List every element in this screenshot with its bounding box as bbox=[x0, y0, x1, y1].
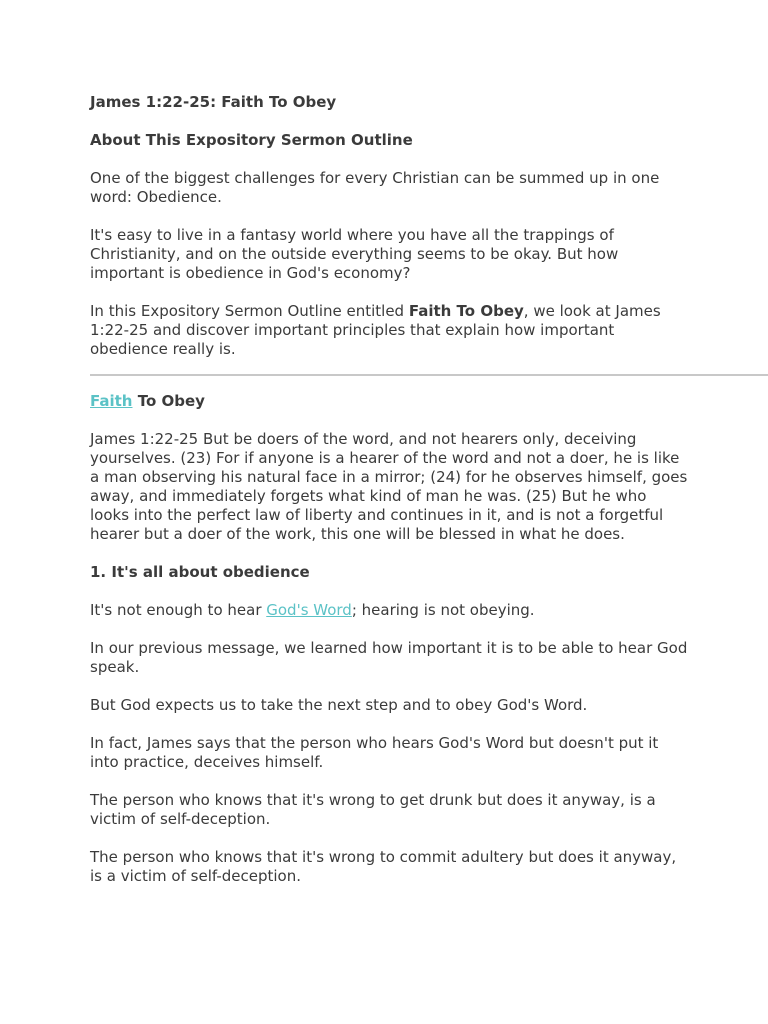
section-divider bbox=[90, 374, 768, 376]
section-heading bbox=[90, 392, 690, 411]
gods-word-link[interactable]: God's Word bbox=[266, 601, 352, 619]
point-1-paragraph-4: In fact, James says that the person who hears God's Word but doesn't put it into practice, deceives himself. bbox=[90, 734, 659, 771]
point-1-paragraph-2: In our previous message, we learned how important it is to be able to hear God speak. bbox=[90, 639, 688, 676]
intro-paragraph-1: One of the biggest challenges for every Christian can be summed up in one word: Obedience. bbox=[90, 169, 660, 206]
p1-text-after: ; hearing is not obeying. bbox=[351, 601, 535, 619]
document-intro bbox=[90, 93, 690, 359]
intro-paragraph-3 bbox=[90, 302, 690, 359]
point-1-paragraph-5: The person who knows that it's wrong to get drunk but does it anyway, is a victim of self-deception. bbox=[90, 791, 656, 828]
intro-paragraph-2: It's easy to live in a fantasy world where you have all the trappings of Christianity, and on the outside everything seems to be okay. But how important is obedience in God's economy? bbox=[90, 226, 619, 282]
intro-p3-text-before: In this Expository Sermon Outline entitled bbox=[90, 302, 409, 320]
about-heading: About This Expository Sermon Outline bbox=[90, 131, 413, 149]
p1-text-before: It's not enough to hear bbox=[90, 601, 267, 619]
point-1-heading: 1. It's all about obedience bbox=[90, 563, 310, 581]
sermon-title-bold: Faith To Obey bbox=[408, 302, 524, 320]
intro-p3-text-after: , we look at James 1:22-25 and discover important principles that explain how important obedience really is. bbox=[90, 302, 661, 358]
sermon-section bbox=[90, 392, 690, 886]
point-1-paragraph-3: But God expects us to take the next step and to obey God's Word. bbox=[90, 696, 588, 714]
scripture-passage: James 1:22-25 But be doers of the word, and not hearers only, deceiving yourselves. (23) For if anyone is a hearer of the word and not a doer, he is like a man observing his natural face in a mirror; (24) for he observes himself, goes away, and immediately forgets what kind of man he was. (25) But he who looks into the perfect law of liberty and continues in it, and is not a forgetful hearer but a doer of the work, this one will be blessed in what he does. bbox=[90, 430, 688, 543]
section-heading-rest: To Obey bbox=[132, 392, 205, 410]
point-1-paragraph-6: The person who knows that it's wrong to commit adultery but does it anyway, is a victim of self-deception. bbox=[90, 848, 677, 885]
point-1-paragraph-1 bbox=[90, 601, 690, 620]
page-title: James 1:22-25: Faith To Obey bbox=[90, 93, 337, 111]
faith-link[interactable]: Faith bbox=[90, 392, 133, 410]
